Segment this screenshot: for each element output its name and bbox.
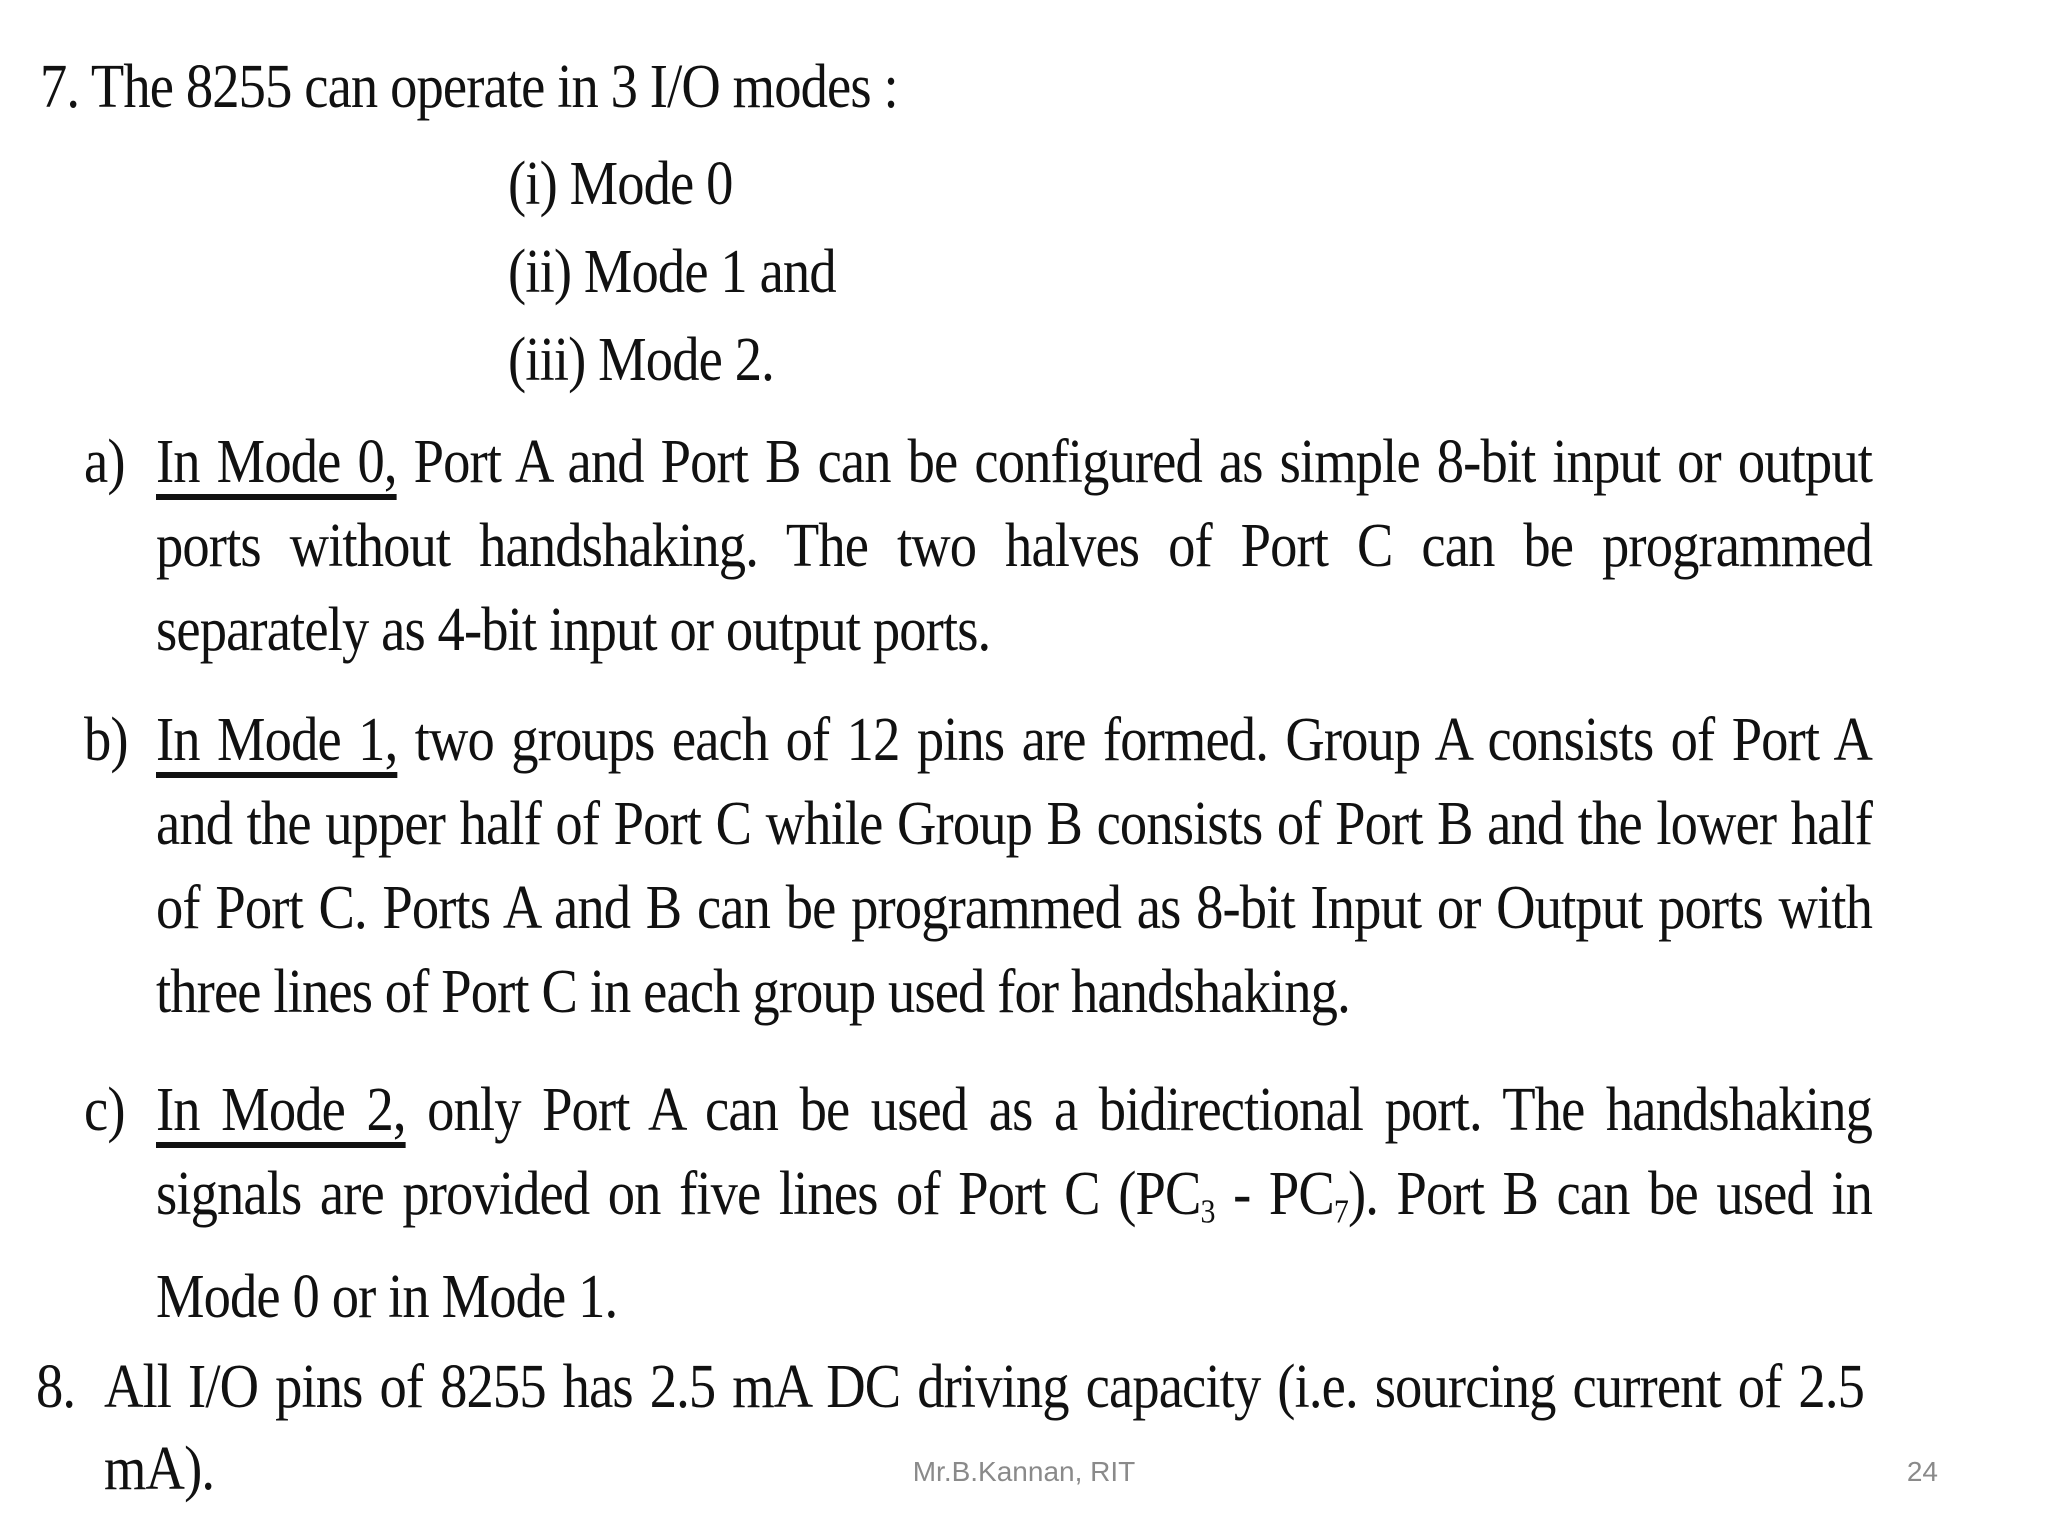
list-marker: b) <box>84 706 128 774</box>
item-8-text: All I/O pins of 8255 has 2.5 mA DC driving capacity (i.e. sourcing current of 2.5 mA). <box>104 1353 1864 1503</box>
mode-0-lead: In Mode 0, <box>156 428 397 496</box>
mode-list <box>508 140 836 404</box>
page-number: 24 <box>1906 1456 1938 1487</box>
paragraph-body <box>156 1068 1872 1339</box>
mode-list-item: (i) Mode 0 <box>508 150 733 218</box>
mode-0-text: Port A and Port B can be configured as simple 8-bit input or output ports without handshaking. The two halves of Port C can be programmed separately as 4-bit input or output ports. <box>156 428 1872 664</box>
mode-1-lead: In Mode 1, <box>156 706 398 774</box>
mode-2-text: only Port A can be used as a bidirectional port. The handshaking signals are provided on five lines of Port C (PC <box>156 1076 1873 1228</box>
list-marker: c) <box>84 1076 125 1144</box>
paragraph-body <box>156 698 1872 1034</box>
mode-list-item: (iii) Mode 2. <box>508 326 774 394</box>
footer-author: Mr.B.Kannan, RIT <box>912 1456 1136 1487</box>
list-marker: a) <box>84 428 125 496</box>
mode-2-text: - PC <box>1214 1160 1334 1228</box>
subscript: 7 <box>1333 1193 1349 1231</box>
mode-list-item: (ii) Mode 1 and <box>508 238 836 306</box>
mode-2-lead: In Mode 2, <box>156 1076 406 1144</box>
item-7-heading: 7. The 8255 can operate in 3 I/O modes : <box>40 53 898 121</box>
item-number: 8. <box>36 1353 76 1421</box>
mode-2-text: ). Port B can be used in Mode 0 or in Mode 1. <box>156 1160 1873 1331</box>
subscript: 3 <box>1200 1193 1215 1231</box>
paragraph-body <box>156 420 1872 672</box>
mode-1-text: two groups each of 12 pins are formed. Group A consists of Port A and the upper half of Port C while Group B consists of Port B and the lower half of Port C. Ports A and B can be programmed as 8-bit Input or Output ports with three lines of Port C in each group used for handshaking. <box>156 706 1873 1026</box>
